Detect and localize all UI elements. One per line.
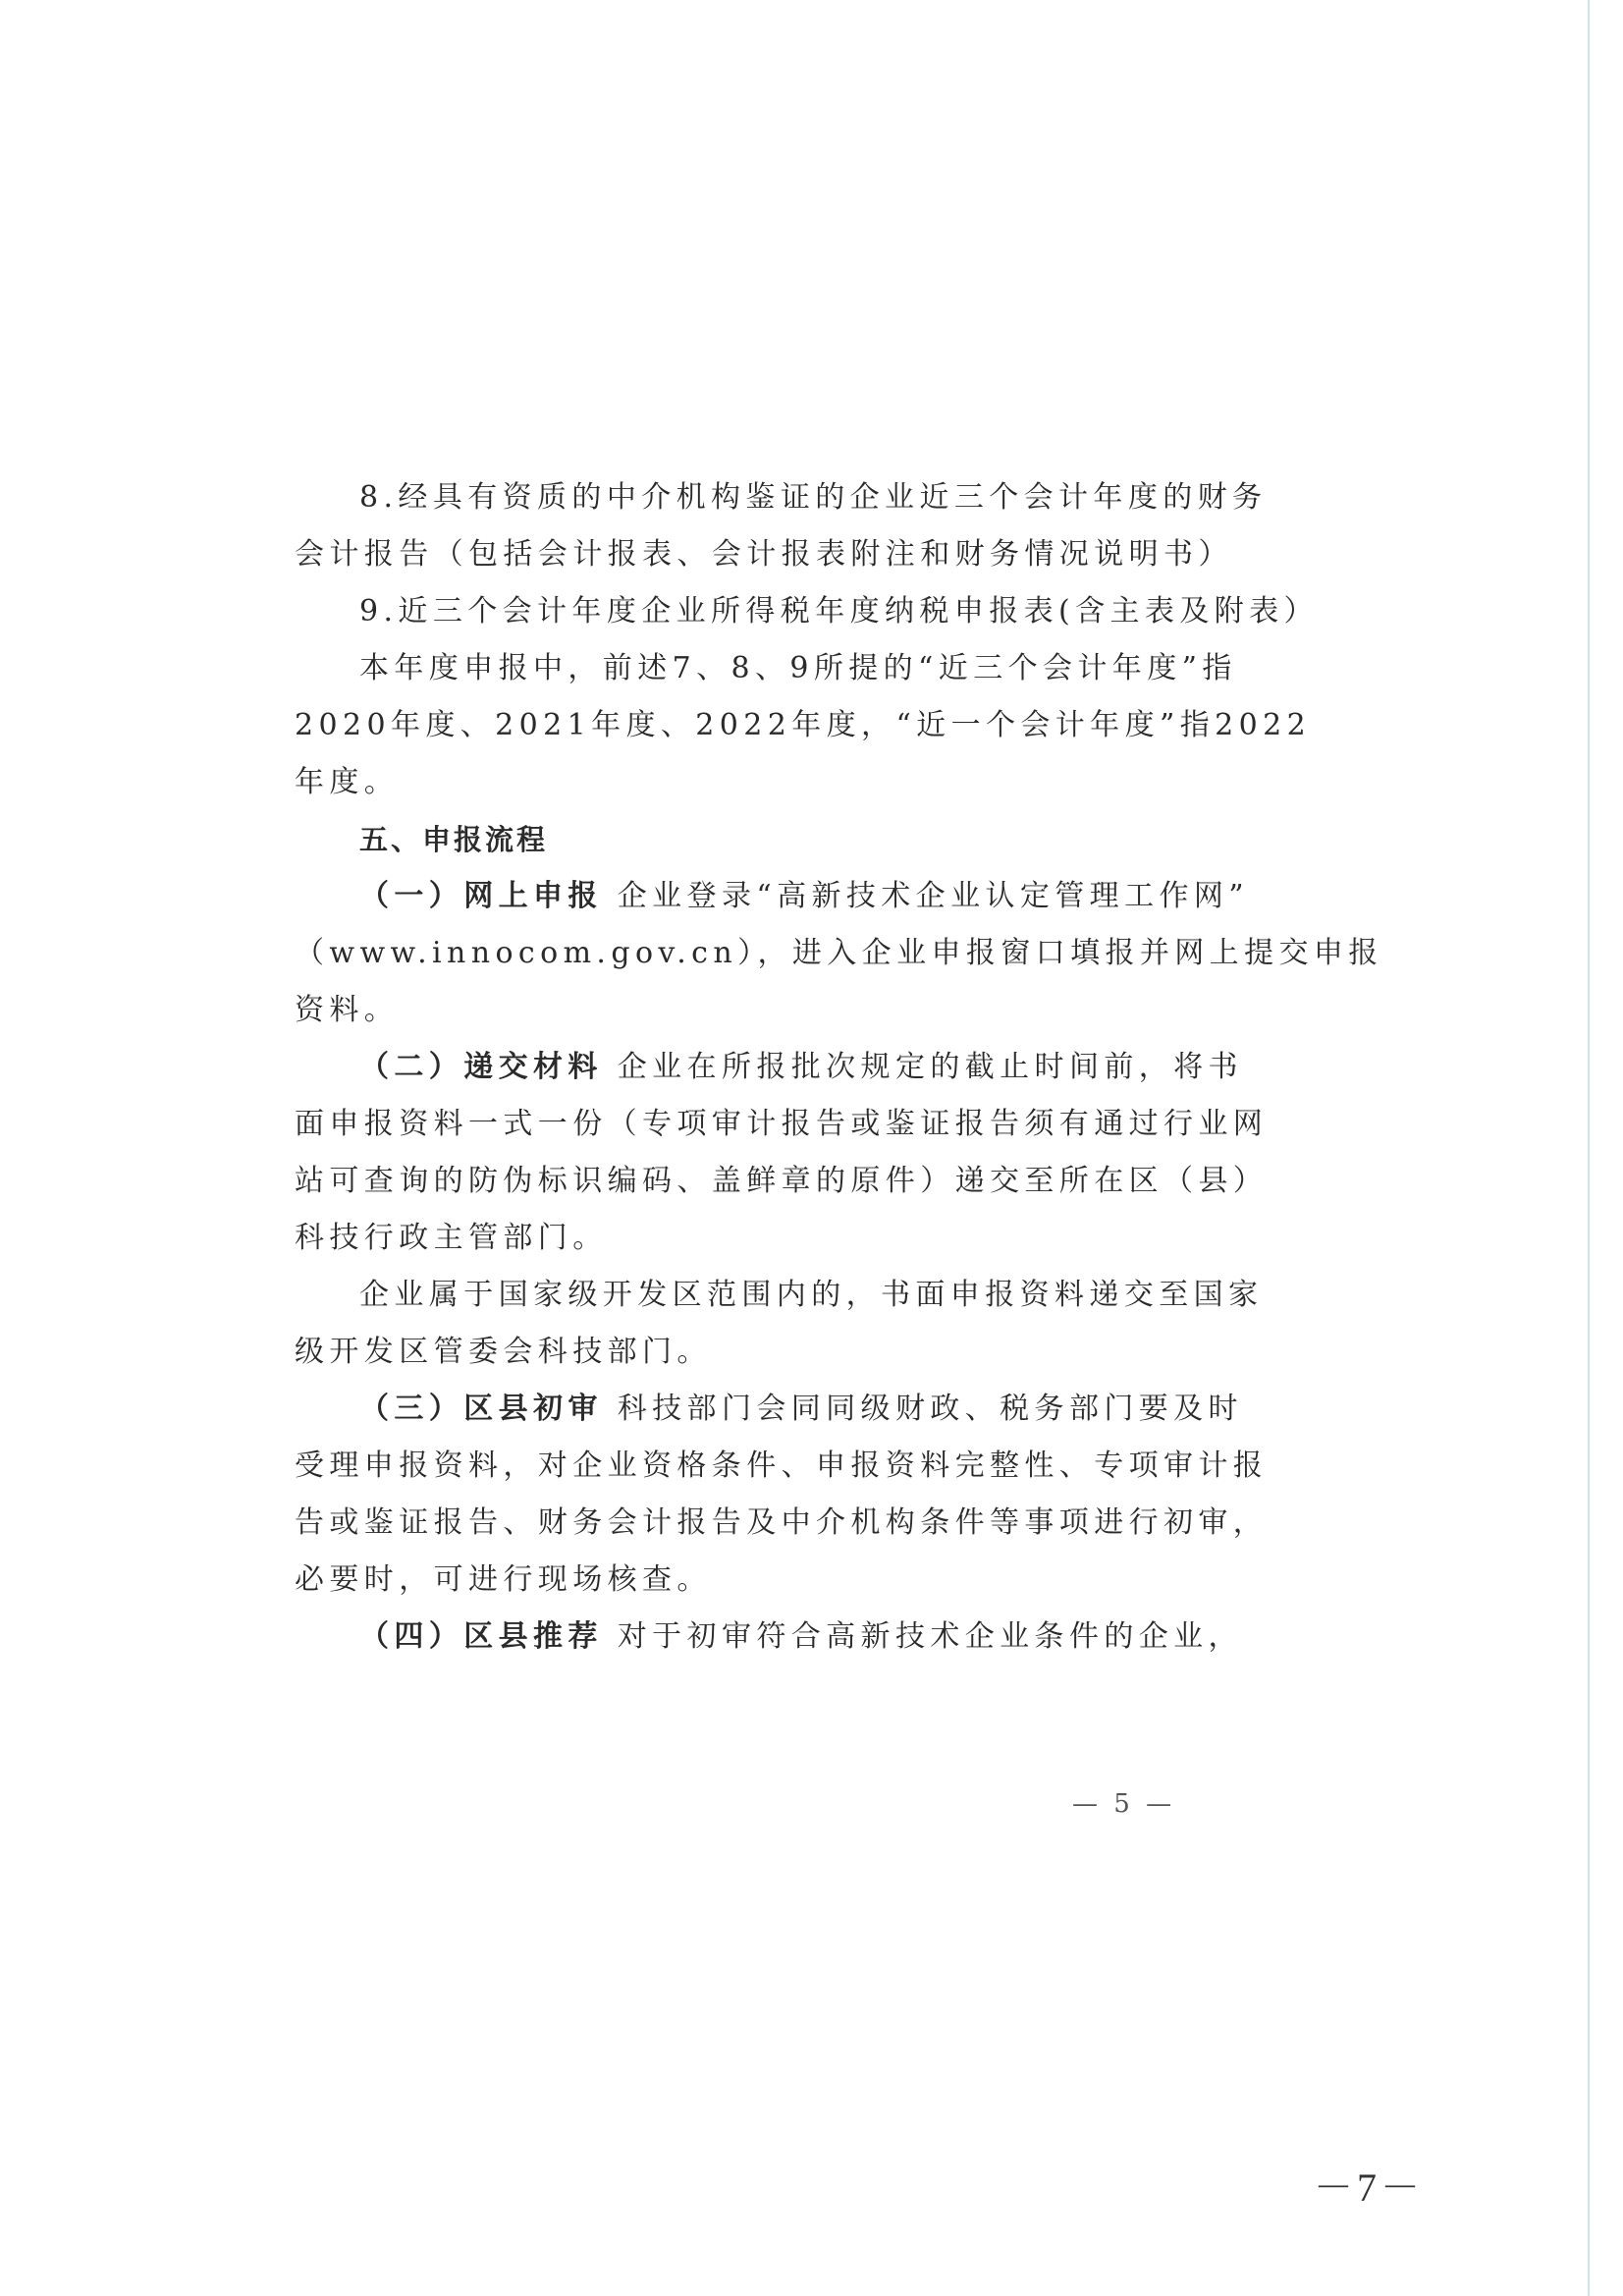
text-line: 年度。 [295, 765, 400, 799]
text-line: 站可查询的防伪标识编码、盖鲜章的原件）递交至所在区（县） [295, 1164, 1269, 1198]
step-2-label: （二）递交材料 [359, 1050, 603, 1084]
step-4-label: （四）区县推荐 [359, 1619, 603, 1654]
scan-edge-line [1588, 0, 1590, 2296]
text-line: 告或鉴证报告、财务会计报告及中介机构条件等事项进行初审， [295, 1505, 1269, 1540]
text-line: （www.innocom.gov.cn），进入企业申报窗口填报并网上提交申报 [295, 936, 1383, 970]
inner-page-number: — 5 — [1072, 1789, 1176, 1819]
text-line: 资料。 [295, 993, 400, 1027]
text-line: 受理申报资料，对企业资格条件、申报资料完整性、专项审计报 [295, 1449, 1269, 1483]
text-line: 企业属于国家级开发区范围内的，书面申报资料递交至国家 [359, 1278, 1264, 1312]
text-line: 2020年度、2021年度、2022年度，“近一个会计年度”指2022 [295, 708, 1312, 742]
step-1-label: （一）网上申报 [359, 879, 603, 913]
text-line: 9.近三个会计年度企业所得税年度纳税申报表(含主表及附表） [359, 594, 1319, 629]
text-line: 本年度申报中，前述7、8、9所提的“近三个会计年度”指 [359, 651, 1237, 685]
text-line: 8.经具有资质的中介机构鉴证的企业近三个会计年度的财务 [359, 480, 1268, 515]
text-line: 面申报资料一式一份（专项审计报告或鉴证报告须有通过行业网 [295, 1107, 1269, 1141]
text-line: 科技行政主管部门。 [295, 1221, 608, 1255]
step-1-line [295, 868, 1250, 925]
document-body [295, 469, 1383, 1666]
step-3-line [295, 1381, 1243, 1438]
section-heading: 五、申报流程 [359, 823, 549, 856]
text-line: 必要时，可进行现场核查。 [295, 1562, 712, 1597]
step-2-text: 企业在所报批次规定的截止时间前，将书 [617, 1050, 1243, 1084]
text-line: 会计报告（包括会计报表、会计报表附注和财务情况说明书） [295, 537, 1233, 572]
step-4-line [295, 1609, 1243, 1666]
step-3-text: 科技部门会同同级财政、税务部门要及时 [617, 1392, 1243, 1426]
step-1-text: 企业登录“高新技术企业认定管理工作网” [617, 879, 1250, 913]
step-4-text: 对于初审符合高新技术企业条件的企业， [617, 1619, 1243, 1654]
step-3-label: （三）区县初审 [359, 1392, 603, 1426]
outer-page-number: －7－ [1314, 2165, 1424, 2210]
text-line: 级开发区管委会科技部门。 [295, 1335, 712, 1369]
step-2-line [295, 1039, 1243, 1096]
